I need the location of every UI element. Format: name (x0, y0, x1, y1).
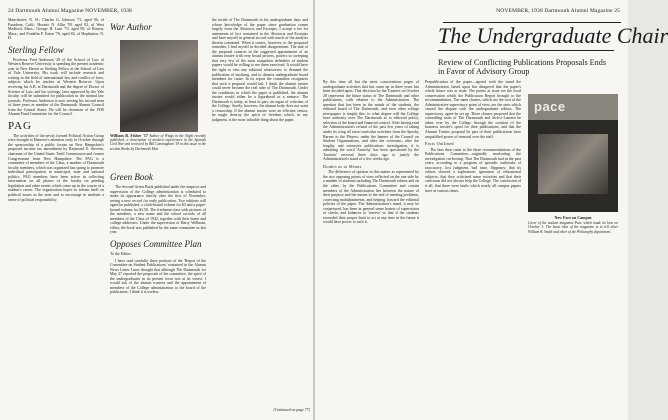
left-column-1 (8, 18, 104, 416)
cover-caption (528, 216, 618, 234)
cover-caption-body: Cover of the student magazine Pace which made its bow on October 3. The basic idea of the magazine is to tell other William B. Smith and other of the Philosophy department. (528, 221, 618, 234)
pace-cover-image (528, 94, 618, 212)
cover-artwork (538, 134, 608, 194)
section-title: The Undergraduate Chair (438, 23, 668, 48)
pag-heading: PAG (8, 119, 32, 132)
facts-outlined-heading: Facts Outlined (425, 141, 454, 147)
left-page (0, 0, 313, 420)
war-author-heading: War Author (110, 22, 152, 32)
continued-note: [Continued on page 77] (273, 408, 310, 412)
right-col2-body: Prepublication of the paper—agreed with the stand the Administration, based upon but disagreed that the paper's whole future was at issue. The points at issue are the local conservation which the Publication Report brought to the recommendation. The same clauses, which are the root of the Administrative supervisory point of view, are the ones which caused the dispute with the undergraduate editors. The supervisory, agree be set up. Three clauses proposed that the controlling seats of The Dartmouth and Jack-o-Lantern be taken over by the College through the creation of the business trustee's spool for their publications, and that the Alumni Trustee proposal be part of their publications have unqualified power of removal over the staff. (425, 80, 521, 139)
right-column-2 (425, 80, 521, 416)
intro-paragraph: Manchester; N. H.; Charles G. Johnson '71, aged 96, of Pasadena, Calif.; Horatio N. Allin '59, aged 92, of West Medford, Mass.; George H. Lunt '73, aged 90, of Boston, Mass.; and Franklin P. Eaton '76, aged 84, of Hopkinton, N. H. (8, 18, 104, 41)
sterling-fellow-body: Professor Fred Anderson '28 of the School of Law of Western Reserve University is spending the present academic year in New Haven as Sterling Fellow at the School of Law of Yale University. His work will include research and writing in the field of international law and conflict of laws, subjects which he teaches at Western Reserve. Upon receiving his A.B. at Dartmouth and the degree of Doctor of Science of Law, and his writings, later approved by the Yale faculty, will be submitted for publication in the normal law journals. Professor Anderson is now serving his second term of three years as member of the Dartmouth Alumni Council from the Central States. He will be chairman of the 1939 Alumni Fund Committee for the Council. (8, 57, 104, 117)
sterling-fellow-heading: Sterling Fellow (8, 44, 64, 55)
middle-column-body: the inside of The Dartmouth in his undergraduate days and whose knowledge of the paper since graduation comes largely from the Abstracts and Excerpts. I accept a fee for statements of fact contained in the Abstracts and Excerpts and have myself in general accord with much of the analysis therein contained. When it comes, however, to the proposed remedies, I find myself in decided disagreement. The nub of the proposal consists in the suggested appointment of an alumni trustee with very broad powers, powers so sweeping that very few of the most outspoken defenders of student papers would be willing to see them exercised. It would have the right to veto any editorial whatsoever, to demand the publication of anything, and to dismiss undergraduate board members for cause. In its report the committee recognizes that such a proposal would fail. I think the alumni trustee could never become the real ruler of The Dartmouth. Under the conditions in which the paper is published, the alumni trustee would either be a figurehead or a menace. The Dartmouth is today, at least in part, an organ of criticism of the College. Surely, however, the alumni body does not want a censorship. If the alumni trustee were an efficient censor, he might destroy the spirit of freedom which, in my judgment, is the most valuable thing about the paper. (212, 18, 308, 123)
author-photo-caption (110, 134, 206, 151)
opposes-committee-heading: Opposes Committee Plan (110, 239, 202, 250)
cover-caption-title: New Face on Campus (554, 215, 592, 220)
left-column-2-lower (110, 168, 206, 416)
right-col1-body: By this time all but the most conscientious pages of undergraduate activities that has come up in three years has been decided upon. That decision by the Trustees on October 28 represents the future status of The Dartmouth and other publications, with relation to the Administration. The question that has been in the minds of the students, the editorial board of The Dartmouth, and even other college newspapers is simply this: to what degree will the College have authority over The Dartmouth as to editorial policy, selection of the board and financial control. After having read the Administration's refusal of the past few years of taking under its wing all extra-curricular activities from the Spooky Barnes to the Players, under the banner of the Council on Student Organizations, and after the criticisms, after the lengthy and extensive publications investigation, it is admitting the word 'Anarchy' has been questioned by the Trustees' reversal three days ago to justify the Administration's stand of a few weeks ago. (323, 80, 419, 162)
section-kicker: Review of Conflicting Publications Proposals Ends in Favor of Advisory Group (438, 58, 607, 77)
opposes-committee-body: I have read carefully three portions of the 'Report of the Committee on Student Publications' contained in the Alumni News Letter I now thought that although The Dartmouth for May 27 reported the proposals of the committee, the spirit of the undergraduates in its present form was at its wisest. I would ask of the alumni trustees and the appointment of members of the College administration to the board of the publication, I think it is useless. (110, 258, 206, 295)
green-book-heading: Green Book (110, 172, 153, 182)
green-book-body: The Second Green Book published under the auspices and supervision of the College administration is scheduled to make its appearance shortly after the first of November, seeing a new record for early publication. Two editions will again be published, a cloth-bound volume for $3 and a paper-bound volume for $1.50. The freshman class with pictures of the members, a new name and the school records of all members of the Class of 1942, together with their home and college addresses. Under the supervision of Harry Wellman, editor, the book was published by the same committee as last year. (110, 185, 206, 235)
doubts-as-to-means-heading: Doubts as to Means (323, 163, 362, 169)
right-col1-body2: The difference of opinion in this matter as represented by the two opposing points of view reflected on the one side by a number of students including The Dartmouth editors and on the other, by the Publications Committee and certain members of the Administration lies between the nature of their purpose and the means to the end of meeting problems, correcting maladjustments, and helping forward the editorial policies of the paper. The Administration's stand, it may be conjectured, has been in general sense honest of supervision of checks and balances to 'reserve' so that if the students exceeded their proper limit to act at any time in the future it would have power to curb it. (323, 170, 419, 225)
right-col2-body2: The bias then came to the three recommendations of the Publications Committee—originally motivating the investigation cat-boxing. That The Dartmouth had in the past years, according to a program of sporadic outbreaks of inaccuracy, lost judgment, bad taste, flippancy; that its editors showed a sophomoric ignorance of educational subjects; that they criticized some activities and that their criticisms did not always help the College. The conclusion of it all, that there were faults which nearly all campus papers have at various times. (425, 147, 521, 193)
author-photo (120, 40, 198, 132)
cover-masthead: pace (534, 99, 566, 114)
title-bottom-rule (438, 50, 614, 51)
left-column-3 (212, 18, 308, 408)
right-page-header: NOVEMBER, 1938 Dartmouth Alumni Magazine 25 (496, 8, 620, 14)
opposes-to-editor: To the Editor: (110, 252, 132, 257)
left-page-header: 24 Dartmouth Alumni Magazine NOVEMBER, 1938 (8, 8, 132, 14)
pag-body: The activities of the newly formed Political Action Group were brought to Hanover's attention early in October through the sponsorship of a public forum on New Hampshire's proposed income tax amendment by Raymond E. Stevens, chairman of the United States Tariff Commission and former Congressman from New Hampshire. The PAG is a committee of members of the Class, a number of Dartmouth faculty members, which was organized last spring to promote individual participation in municipal, state and national politics. PAG members have been active in collecting information on all phases of the faculty on pending legislation and other events which come up in the course of a student's career. The organization hopes to inform itself on political issues in the state and to encourage in students a sense of political responsibility. (8, 133, 104, 202)
right-column-1 (323, 80, 419, 416)
author-photo-caption-name: William B. Fisher '17 (110, 133, 148, 138)
author-photo-caption-body: Author of Wings in the Night recently published, a description of modern experiences in the Spanish Civil War and reviewed by Bill Cunningham '19 in this issue in the section Books by Dartmouth Men. (110, 134, 206, 151)
